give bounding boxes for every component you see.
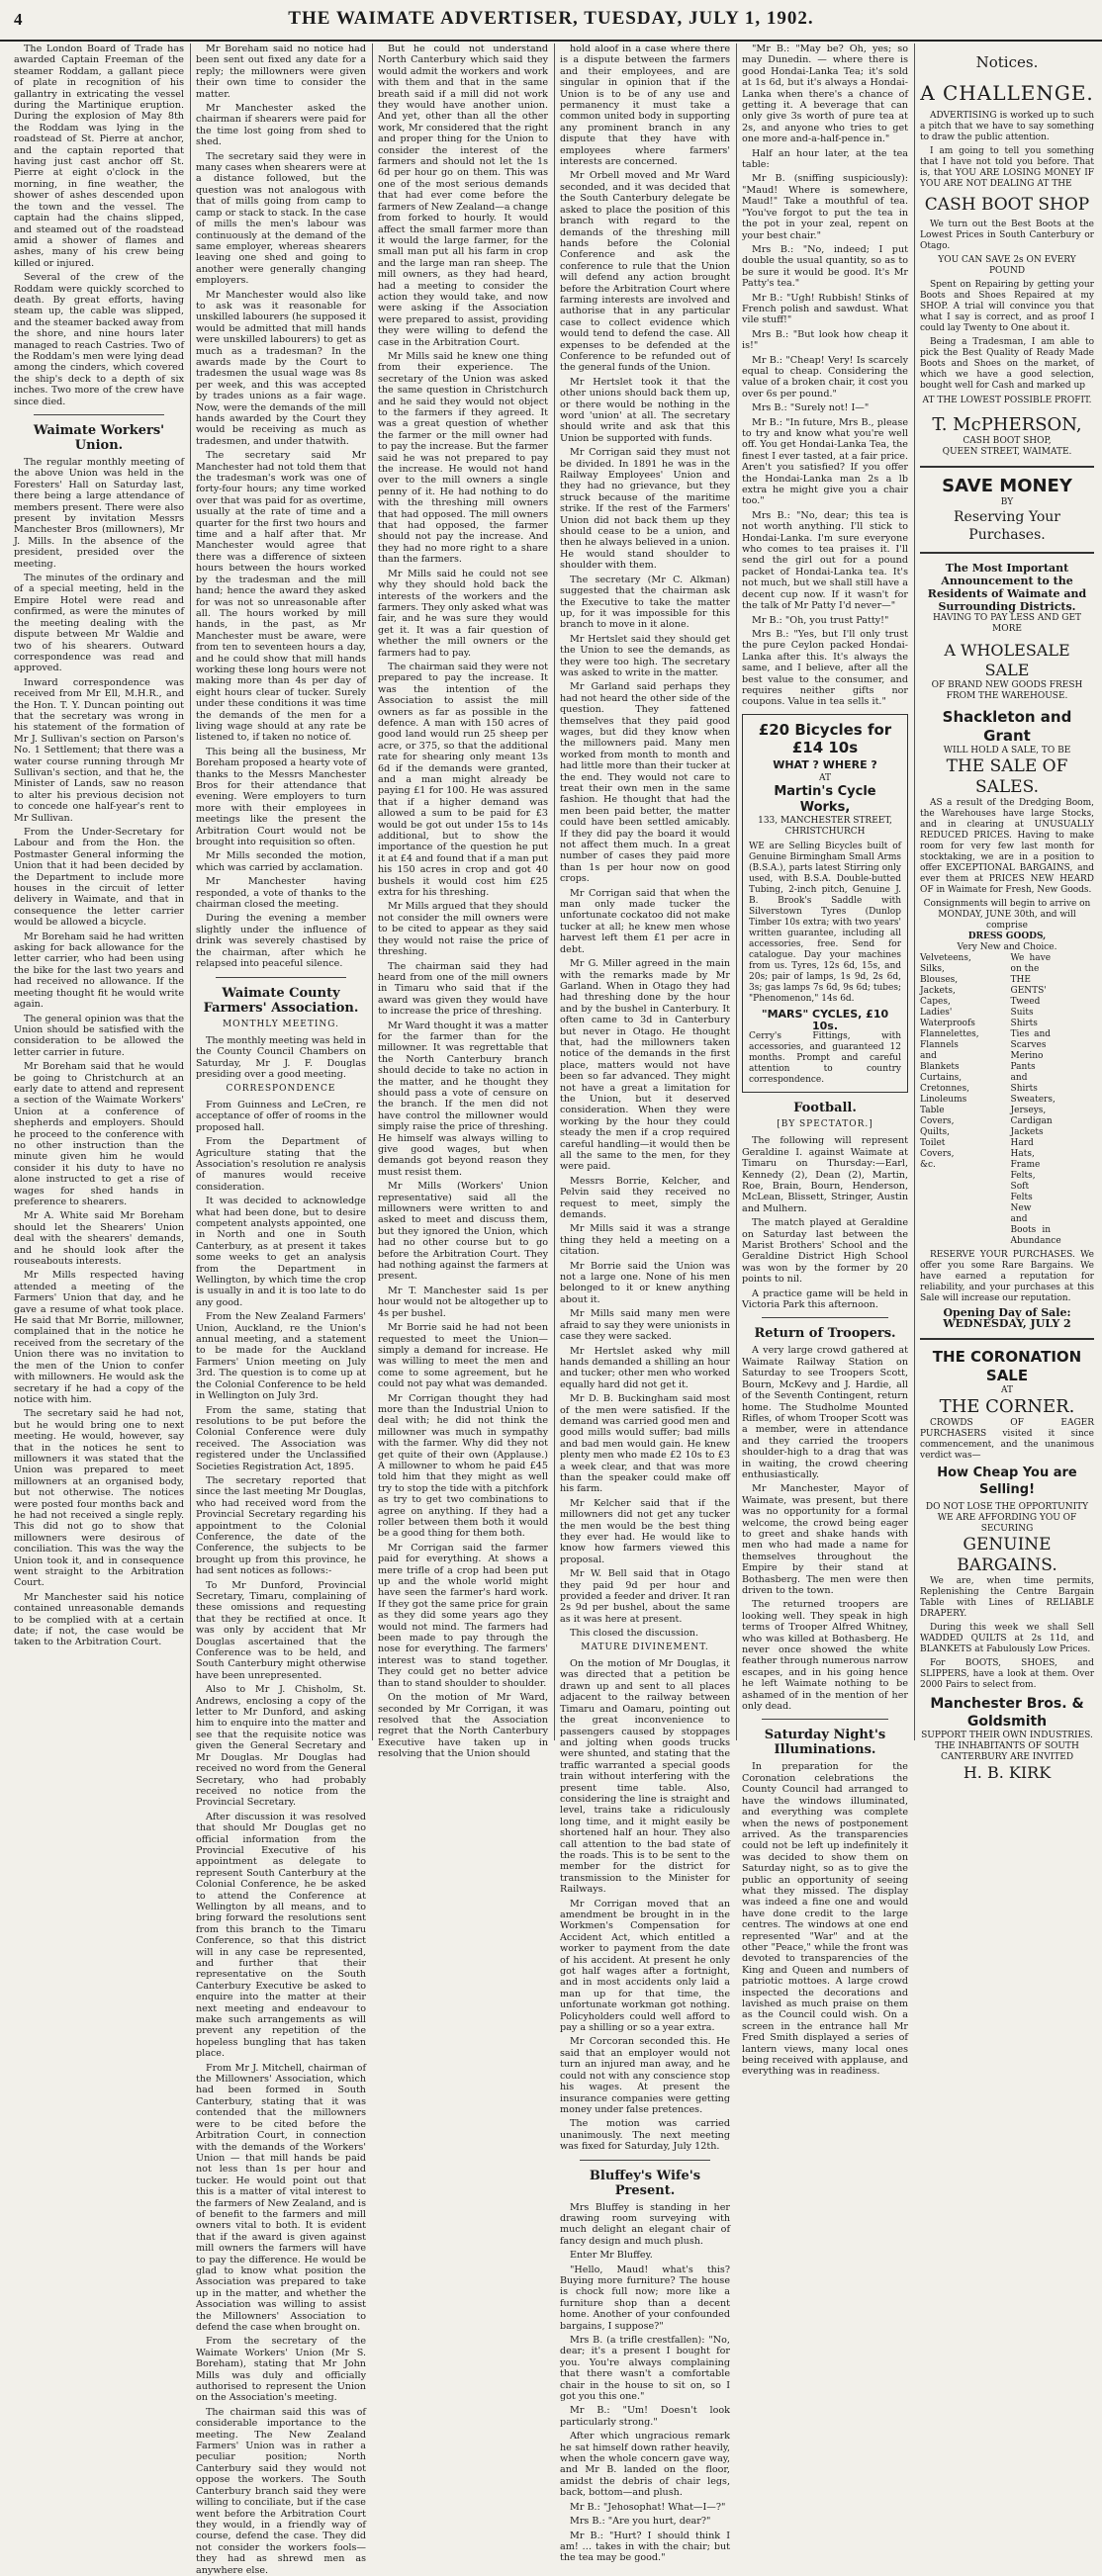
article-paragraph: The motion was carried unanimously. The next meeting was fixed for Saturday, July 12th. bbox=[560, 2118, 730, 2153]
list-item: Hard Hats, Frame Felts, Soft Felts bbox=[1010, 1138, 1041, 1202]
article-paragraph: The secretary reported that since the last meeting Mr Douglas, who had received word from the Provincial Secretary regarding his appointment to the Colonial Conference, the date of the Conference, the subjects to be brought up from this province, he had sent notices as follows:- bbox=[196, 1474, 366, 1577]
article-paragraph: During the evening a member slightly under the influence of drink was severely chastised by the chairman, after which he relapsed into peaceful silence. bbox=[196, 913, 366, 970]
genuine-bargains-heading: GENUINE BARGAINS. bbox=[957, 1534, 1057, 1575]
article-paragraph: Mr Kelcher said that if the millowners did not get any tucker the men would be the best thing they ever had. He would like to know how farmers viewed this proposal. bbox=[560, 1497, 730, 1565]
coronation-sale-heading: THE CORONATION SALE bbox=[932, 1347, 1082, 1384]
heading-farmers-association: Waimate County Farmers' Association. bbox=[203, 985, 359, 1016]
ad-text: HAVING TO PAY LESS AND GET MORE bbox=[932, 613, 1082, 634]
ad-footer: "MARS" CYCLES, £10 10s. bbox=[761, 1008, 889, 1032]
article-paragraph: Mr Manchester, Mayor of Waimate, was present, but there was no opportunity for a formal welcome, the crowd being eager to greet and shake hands with men who had made a name for themselves throughout the Empire by their stand at Bothasberg. The men were then driven to the town. bbox=[742, 1483, 908, 1596]
ad-headline: £20 Bicycles for £14 10s bbox=[758, 720, 892, 756]
article-paragraph: The London Board of Trade has awarded Captain Freeman of the steamer Roddam, a gallant piece of plate in recognition of his gallantry in extricating the vessel during the Martinique eruption. During the explosion of May 8th the Roddam was lying in the roadstead of St. Pierre at anchor, and the captain reported that having just cast anchor off St. Pierre at eight o'clock in the morning, in fine weather, the shower of ashes descended upon the town and the vessel. The captain had the chains slipped, and steamed out of the roadstead amid a shower of flames and ashes, many of his crew being killed or injured. bbox=[14, 44, 184, 269]
ad-footer-text: Cerry's Fittings, with accessories, and guaranteed 12 months. Prompt and careful attention to country correspondence. bbox=[749, 1030, 901, 1085]
divider bbox=[920, 552, 1094, 554]
article-paragraph: Mr Mills respected having attended a meeting of the Farmers' Union that day, and he gave a resume of what took place. He said that Mr Borrie, millowner, complained that in the notice he received from the secretary of the Union there was no invitation to the men of the Union to confer with millowners. He would ask the secretary if he had a copy of the notice with him. bbox=[14, 1270, 184, 1405]
list-item: We have on the bbox=[1010, 953, 1052, 974]
ad-at: AT bbox=[818, 773, 831, 784]
article-paragraph: From Guinness and LeCren, re acceptance of offer of rooms in the proposed hall. bbox=[196, 1099, 366, 1133]
article-paragraph: The secretary said Mr Manchester had not told them that the tradesman's work was one of forty-four hours; any time worked over that was paid for as overtime, usually at the rate of time and a quarter for the first two hours and time and a half after that. Mr Manchester would agree that there was a difference of sixteen hours between the hours worked by the tradesman and the mill hand; hence the award they asked for was not so unreasonable after all. The hours worked by mill hands, in the past, as Mr Manchester must be aware, were from ten to seventeen hours a day, and he could show that mill hands working these long hours were not making more than 4s per day of eight hours clear of tucker. Surely under these conditions it was time the demands of the men for a living wage should at any rate be listened to, if taken no notice of. bbox=[196, 450, 366, 744]
list-item: Table Covers, Quilts, Toilet Covers, &c. bbox=[920, 1106, 955, 1170]
article-paragraph: A practice game will be held in Victoria Park this afternoon. bbox=[742, 1288, 908, 1311]
ad-text: Spent on Repairing by getting your Boots and Shoes Repaired at my SHOP. A trial will convince you that what I say is correct, and as proof I could lay Twenty to One about it. bbox=[920, 280, 1094, 333]
mcpherson-name: T. McPHERSON, bbox=[932, 414, 1082, 435]
ad-text: RESERVE YOUR PURCHASES. We offer you some Rare Bargains. We have earned a reputation for reliability, and your purchases at this Sale will increase our reputation. bbox=[920, 1250, 1094, 1303]
article-paragraph: Mr Borrie said the Union was not a large one. None of his men belonged to it or knew anything about it. bbox=[560, 1260, 730, 1305]
heading-return-of-troopers: Return of Troopers. bbox=[754, 1326, 896, 1342]
article-paragraph: From the same, stating that resolutions to be put before the Colonial Conference were duly received. The Association was registered under the Unclassified Societies Registration Act, 1895. bbox=[196, 1404, 366, 1472]
article-paragraph: Mrs B.: "Are you hurt, dear?" bbox=[570, 2516, 711, 2528]
article-paragraph: Mr Corrigan said they must not be divided. In 1891 he was in the Railway Employees' Union and they had no grievance, but they struck because of the maritime strike. If the rest of the Farmers' Union did not back them up they should cease to be a union, and then he always believed in a union. He would stand shoulder to shoulder with them. bbox=[560, 447, 730, 572]
article-paragraph: "Hello, Maud! what's this? Buying more furniture? The house is chock full now; more like a furniture shop than a decent home. Another of your confounded bargains, I suppose?" bbox=[560, 2264, 730, 2332]
article-paragraph: Mr Mills said he knew one thing from their experience. The secretary of the Union was asked the same question in Christchurch and he said they would not object to the farmers if they agreed. It was a great question of whether the farmer or the mill owner had to pay the increase. But the farmer said he was not prepared to pay the increase. He would not hand over to the mill owners a single penny of it. He had nothing to do with the threshing mill owners that had opposed. The mill owners that had opposed, the farmer should not pay the increase. And they had no more right to a share than the farmers. bbox=[378, 350, 548, 566]
article-paragraph: Mr Manchester having responded, a vote of thanks to the chairman closed the meeting. bbox=[196, 876, 366, 911]
ad-text: ADVERTISING is worked up to such a pitch that we have to say something to draw the public attention. bbox=[920, 111, 1094, 142]
article-paragraph: Mr Corrigan moved that an amendment be brought in in the Workmen's Compensation for Accident Act, which entitled a worker to payment from the date of his accident. At present he only got half wages after a fortnight, and in most accidents only laid a man up for that time, the unfortunate workman got nothing. Policyholders could well afford to pay a shilling or so a year extra. bbox=[560, 1898, 730, 2034]
article-paragraph: Several of the crew of the Roddam were quickly scorched to death. By great efforts, having steam up, the cable was slipped, and the steamer backed away from the shore, and nine hours later managed to reach Castries. Two of the Roddam's men were lying dead among the cinders, which covered the ship's deck to a depth of six inches. Two more of the crew have since died. bbox=[14, 272, 184, 407]
notices-heading: Notices. bbox=[975, 53, 1039, 71]
article-paragraph: Half an hour later, at the tea table: bbox=[742, 147, 908, 171]
article-paragraph: Mrs B.: "But look how cheap it is!" bbox=[742, 328, 908, 352]
article-paragraph: The match played at Geraldine on Saturday last between the Marist Brothers' School and the Geraldine District High School was won by the former by 20 points to nil. bbox=[742, 1217, 908, 1286]
opening-day: Opening Day of Sale: WEDNESDAY, JULY 2 bbox=[943, 1306, 1071, 1331]
article-paragraph: Enter Mr Bluffey. bbox=[570, 2250, 653, 2262]
article-paragraph: After which ungracious remark he sat himself down rather heavily, when the whole concern gave way, and Mr B. landed on the floor, amidst the debris of chair legs, back, bottom—and plush. bbox=[560, 2431, 730, 2499]
reserving-heading: Reserving Your Purchases. bbox=[954, 509, 1060, 543]
article-paragraph: The minutes of the ordinary and of a special meeting, held in the Empire Hotel were read and confirmed, as were the minutes of the meeting dealing with the dispute between Mr Waldie and two of his shearers. Outward correspondence was read and approved. bbox=[14, 573, 184, 674]
list-item: Shirts bbox=[1010, 1019, 1038, 1028]
article-paragraph: After discussion it was resolved that should Mr Douglas get no official information from the Provincial Executive of his appointment as delegate to represent South Canterbury at the Colonial Conference, he be asked to attend the Conference at Wellington by all means, and to bring forward the resolutions sent from this branch to the Timaru Conference, so that this district will in any case be represented, and further that their representative on the South Canterbury Executive be asked to enquire into the matter at their next meeting and endeavour to make such arrangements as will prevent any repetition of the hopeless bungling that has taken place. bbox=[196, 1811, 366, 2060]
divider bbox=[216, 977, 346, 978]
ad-text: CASH BOOT SHOP, bbox=[963, 436, 1052, 446]
goods-list-left bbox=[920, 953, 1003, 1247]
goods-list bbox=[920, 953, 1094, 1247]
article-paragraph: Mr B.: "Ugh! Rubbish! Stinks of French polish and sawdust. What vile stuff!" bbox=[742, 292, 908, 326]
article-paragraph: Mrs B.: "Surely not! I—" bbox=[752, 402, 870, 414]
article-paragraph: Mr Mills seconded the motion, which was carried by acclamation. bbox=[196, 850, 366, 873]
article-paragraph: Mr W. Bell said that in Otago they paid 9d per hour and provided a feeder and driver. It ran 2s 9d per bushel, about the same as it was here at present. bbox=[560, 1568, 730, 1625]
article-paragraph: Mr Boreham said that he would be going to Christchurch at an early date to attend and represent a section of the Waimate Workers' Union at a conference of shepherds and employers. Should he proceed to the conference with no other instruction than the minute given him he would consider it his duty to have no alone instructed to get a rise of wages for shed hands in preference to shearers. bbox=[14, 1061, 184, 1207]
column-5 bbox=[742, 44, 908, 2078]
article-paragraph: Mr B.: "Jehosophat! What—I—?" bbox=[570, 2501, 726, 2513]
article-paragraph: Mr Borrie said he had not been requested to meet the Union—simply a demand for increase. He was willing to meet the men and come to some agreement, but he could not pay what was demanded. bbox=[378, 1322, 548, 1390]
heading-waimate-workers-union: Waimate Workers' Union. bbox=[33, 423, 165, 453]
ad-text: For BOOTS, SHOES, and SLIPPERS, have a look at them. Over 2000 Pairs to select from. bbox=[920, 1657, 1094, 1690]
article-paragraph: A very large crowd gathered at Waimate Railway Station on Saturday to see Troopers Scott, Bourn, McKevy and J. Hardie, all of the Seventh Contingent, return home. The Studholme Mounted Rifles, of whom Trooper Scott was a member, were in attendance and they carried the troopers shoulder-high to a drag that was in waiting, the crowd cheering enthusiastically. bbox=[742, 1345, 908, 1480]
article-paragraph: This closed the discussion. bbox=[570, 1628, 698, 1640]
list-item: THE GENTS' bbox=[1010, 975, 1047, 996]
ad-text: BY bbox=[1000, 497, 1014, 507]
list-item: Ties and Scarves bbox=[1010, 1029, 1052, 1050]
article-paragraph: Mr Hertslet said they should get the Union to see the demands, as they were too high. The secretary was asked to write in the matter. bbox=[560, 633, 730, 678]
wholesale-heading: A WHOLESALE SALE bbox=[944, 641, 1070, 679]
heading-football: Football. bbox=[793, 1100, 857, 1115]
article-paragraph: Mr B.: "Cheap! Very! Is scarcely equal to cheap. Considering the value of a broken chair, it cost you over 6s per pound." bbox=[742, 354, 908, 400]
article-paragraph: Mr Corrigan said that when the man only made tucker the unfortunate cockatoo did not make tucker at all; he knew men whose harvest left them £1 per acre in debt. bbox=[560, 887, 730, 955]
ad-text: WILL HOLD A SALE, TO BE bbox=[943, 746, 1071, 755]
advertisements-column bbox=[920, 44, 1094, 1782]
article-paragraph: Mr D. B. Buckingham said most of the men were satisfied. If the demand was carried good men and good mills would suffer; bad mills and bad men would gain. He knew plenty men who made £2 10s to £3 a week clear, and that was more than the speaker could make off his farm. bbox=[560, 1393, 730, 1495]
column-4 bbox=[560, 44, 730, 2564]
article-paragraph: Mr Mills said it was a strange thing they held a meeting on a citation. bbox=[560, 1223, 730, 1258]
heading-bluffeys-wife: Bluffey's Wife's Present. bbox=[589, 2168, 701, 2198]
ad-text: During this week we shall Sell WADDED QUILTS at 2s 11d, and BLANKETS at Fabulously Low Prices. bbox=[920, 1622, 1094, 1654]
article-paragraph: Mr B.: "Hurt? I should think I am! … takes in with the chair; but the tea may be good." bbox=[560, 2530, 730, 2564]
ad-text: YOU CAN SAVE 2s ON EVERY POUND bbox=[938, 255, 1076, 276]
article-paragraph: It was decided to acknowledge what had been done, but to desire competent analysts appointed, one in North and one in South Canterbury, as at present it takes some weeks to get an analysis from the Department in Wellington, by which time the crop is usually in and it is too late to do any good. bbox=[196, 1196, 366, 1308]
article-paragraph: hold aloof in a case where there is a dispute between the farmers and their employees, and are singular in opinion that if the Union is to be of any use and permanency it must take a common united body in supporting any prominent branch in any dispute that they have with employees where farmers' interests are concerned. bbox=[560, 44, 730, 168]
article-paragraph: The chairman said this was of considerable importance to the meeting. The New Zealand Farmers' Union was in rather a peculiar position; North Canterbury said they would not oppose the workers. The South Canterbury branch said they were willing to conciliate, but if the case went before the Arbitration Court they would, in a friendly way of course, defend the case. They did not consider the workers fools—they had as shrewd men as anywhere else. bbox=[196, 2406, 366, 2576]
ad-text: I am going to tell you something that I have not told you before. That is, that YOU ARE LOSING MONEY IF YOU ARE NOT DEALING AT THE bbox=[920, 146, 1094, 189]
article-paragraph: Mr Mills (Workers' Union representative) said all the millowners were written to and asked to meet and discuss them, but they ignored the Union, which had no other course but to go before the Arbitration Court. They had nothing against the farmers at present. bbox=[378, 1181, 548, 1283]
ad-text: Consignments will begin to arrive on MONDAY, JUNE 30th, and will comprise bbox=[923, 899, 1091, 931]
article-paragraph: The secretary (Mr C. Alkman) suggested that the chairman ask the Executive to take the matter up, for it was impossible for this branch to move in it alone. bbox=[560, 574, 730, 631]
article-paragraph: Mr Garland said perhaps they had not heard the other side of the question. They fattened themselves that they paid good wages, but did they know when the millowners paid. Many men worked from month to month and had little more than their tucker at the end. They would not care to treat their own men in the same fashion. He thought that had the men been paid better, the matter could have been settled amicably. If they did pay the board it would not affect them much. In a great number of cases they paid more than 1s per hour now on good crops. bbox=[560, 681, 730, 885]
ad-subhead: WHAT ? WHERE ? bbox=[773, 757, 877, 771]
list-item: Curtains, Cretonnes, Linoleums bbox=[920, 1073, 969, 1105]
how-cheap-heading: How Cheap You are Selling! bbox=[937, 1465, 1077, 1497]
article-paragraph: Mr Ward thought it was a matter for the farmer than for the millowner. It was regrettable that the North Canterbury branch should decide to take no action in the matter, and he thought they should pass a vote of censure on the branch. If the men did not have control the millowner would simply raise the price of threshing. He himself was always willing to give good wages, but when demands got beyond reason they must resist them. bbox=[378, 1020, 548, 1178]
divider bbox=[920, 1338, 1094, 1340]
goods-list-right bbox=[1011, 953, 1094, 1247]
subheading: MONTHLY MEETING. bbox=[222, 1019, 340, 1029]
subheading: CORRESPONDENCE bbox=[226, 1083, 336, 1094]
article-paragraph: Mrs Bluffey is standing in her drawing room surveying with much delight an elegant chair of fancy design and much plush. bbox=[560, 2201, 730, 2247]
list-item: Velveteens, Silks, Blouses, bbox=[920, 953, 971, 985]
cash-boot-shop-heading: CASH BOOT SHOP bbox=[924, 195, 1090, 215]
article-paragraph: Mrs B.: "No, dear; this tea is not worth anything. I'll stick to Hondai-Lanka. I'm sure everyone who comes to tea praises it. I'll send the girl out for a pound packet of Hondai-Lanka tea. It's not much, but we shall still have a decent cup now. If it wasn't for the talk of Mr Patty I'd never—" bbox=[742, 509, 908, 612]
article-paragraph: In preparation for the Coronation celebrations the County Council had arranged to have the windows illuminated, and everything was complete when the news of postponement arrived. As the transparencies could not be left up indefinitely it was decided to show them on Saturday night, so as to give the public an opportunity of seeing what they missed. The display was indeed a fine one and would have done credit to the large centres. The windows at one end represented "War" and at the other "Peace," while the front was devoted to transparencies of the King and Queen and numbers of patriotic mottoes. A large crowd inspected the decorations and lavished as much praise on them as the Council could wish. On a screen in the entrance hall Mr Fred Smith displayed a series of lantern views, many local ones being received with applause, and everything was in readiness. bbox=[742, 1761, 908, 2078]
column-2 bbox=[196, 44, 367, 2576]
article-paragraph: Mr Mills argued that they should not consider the mill owners were to be cited to appear as they said they would not raise the price of threshing. bbox=[378, 901, 548, 958]
article-paragraph: The secretary said he had not, but he would bring one to next meeting. He would, however, say that in the notices he sent to millowners it was stated that the Union was prepared to meet millowners at an organised body, but not otherwise. The notices were posted four months back and he had not received a single reply. This did not go to show that millowners were desirous of conciliation. This was the way the Union took it, and in consequence went straight to the Arbitration Court. bbox=[14, 1408, 184, 1589]
column-rule bbox=[736, 44, 737, 1740]
masthead bbox=[0, 0, 1102, 42]
byline: [BY SPECTATOR.] bbox=[777, 1118, 873, 1129]
article-paragraph: Mrs B.: "No, indeed; I put double the usual quantity, so as to be sure it would be good. It's Mr Patty's tea." bbox=[742, 243, 908, 290]
list-item: New and Boots in Abundance bbox=[1010, 1203, 1061, 1246]
article-paragraph: This being all the business, Mr Boreham proposed a hearty vote of thanks to the Messrs Manchester Bros for their attendance that evening. Were employers to turn more with their employees in meetings like the present the Arbitration Court would not be brought into requisition so often. bbox=[196, 746, 366, 848]
article-paragraph: The monthly meeting was held in the County Council Chambers on Saturday, Mr J. F. Douglas presiding over a good meeting. bbox=[196, 1034, 366, 1081]
divider bbox=[762, 1317, 888, 1318]
divider bbox=[920, 466, 1094, 468]
article-paragraph: The returned troopers are looking well. They speak in high terms of Trooper Alfred Whitney, who was killed at Bothasberg. He never once showed the white feather through numerous narrow escapes, and in his going hence he left Waimate nothing to be ashamed of in the mention of her only dead. bbox=[742, 1599, 908, 1713]
divider bbox=[580, 2160, 710, 2161]
list-item: Sweaters, Jerseys, Cardigan Jackets bbox=[1010, 1095, 1056, 1137]
sale-of-sales-heading: THE SALE OF SALES. bbox=[946, 756, 1068, 797]
divider bbox=[762, 1719, 888, 1720]
article-paragraph: From the Department of Agriculture stating that the Association's resolution re analysis of manures would receive consideration. bbox=[196, 1136, 366, 1193]
shackleton-grant-heading: Shackleton and Grant bbox=[942, 708, 1072, 745]
ad-address: 133, MANCHESTER STREET, CHRISTCHURCH bbox=[758, 816, 892, 838]
article-paragraph: Mr Manchester asked the chairman if shearers were paid for the time lost going from shed to shed. bbox=[196, 103, 366, 148]
article-paragraph: The following will represent Geraldine I. against Waimate at Timaru on Thursday:—Earl, Kennedy (2), Dean (2), Martin, Roe, Brain, Bourn, Henderson, McLean, Blissett, Stringer, Austin and Mulhern. bbox=[742, 1135, 908, 1214]
ad-text: DRESS GOODS, bbox=[967, 932, 1047, 941]
page-number: 4 bbox=[14, 10, 23, 29]
ad-text: SUPPORT THEIR OWN INDUSTRIES. bbox=[921, 1730, 1093, 1740]
newspaper-title: THE WAIMATE ADVERTISER, TUESDAY, JULY 1, 1902. bbox=[288, 8, 814, 29]
manchester-bros-heading: Manchester Bros. & Goldsmith bbox=[930, 1695, 1084, 1730]
article-paragraph: The general opinion was that the Union should be satisfied with the consideration to be allowed the letter carrier in future. bbox=[14, 1013, 184, 1058]
article-paragraph: Mr Corrigan said the farmer paid for everything. At shows a mere trifle of a crop had been put up and the whole world might have seen the farmer's hard work. If they got the same price for grain as they did some years ago they would not mind. The farmers had been made to pay through the nose for everything. The farmers' interest was to stand together. They could get no better advice than to stand shoulder to shoulder. bbox=[378, 1542, 548, 1689]
article-paragraph: Inward correspondence was received from Mr Ell, M.H.R., and the Hon. T. Y. Duncan pointing out that the secretary was wrong in his statement of the formation of Mr J. Sullivan's section on Parson's No. 1 Settlement; that there was a water course running through Mr Sullivan's section, and that he, the Minister of Lands, saw no reason to alter his previous decision not to concede one half-year's rent to Mr Sullivan. bbox=[14, 676, 184, 824]
article-paragraph: Mr T. Manchester said 1s per hour would not be altogether up to 4s per bushel. bbox=[378, 1285, 548, 1319]
article-paragraph: The chairman said they had heard from one of the mill owners in Timaru who said that if the award was given they would have to increase the price of threshing. bbox=[378, 960, 548, 1018]
article-paragraph: Mr Boreham said no notice had been sent out fixed any date for a reply; the millowners were given their own time to consider the matter. bbox=[196, 44, 366, 100]
article-paragraph: Mr B.: "Um! Doesn't look particularly strong." bbox=[560, 2405, 730, 2428]
article-paragraph: Mrs B. (a trifle crestfallen): "No, dear; it's a present I bought for you. You're always complaining that there wasn't a comfortable chair in the house to sit on, so I got you this one." bbox=[560, 2335, 730, 2403]
article-paragraph: Mr G. Miller agreed in the main with the remarks made by Mr Garland. When in Otago they had had threshing done by the hour and by the bushel in Canterbury. It often came to 3d in Canterbury but never in Otago. He thought that, had the millowners taken notice of the demands in the first place, matters would not have been so far advanced. They might not have a great a limitation for the Union, but it deserved consideration. When they were working by the hour they could steady the men if a crop required careful handling—it would then be all the same to the men, for they were paid. bbox=[560, 958, 730, 1173]
article-paragraph: Mr Manchester said his notice contained unreasonable demands to be complied with at a certain date; if not, the case would be taken to the Arbitration Court. bbox=[14, 1591, 184, 1648]
ad-text: We turn out the Best Boots at the Lowest Prices in South Canterbury or Otago. bbox=[920, 220, 1094, 251]
ad-text: CROWDS OF EAGER PURCHASERS visited it since commencement, and the unanimous verdict was— bbox=[920, 1417, 1094, 1461]
ad-text: OF BRAND NEW GOODS FRESH FROM THE WAREHOUSE. bbox=[931, 680, 1083, 701]
article-paragraph: Mr B.: "In future, Mrs B., please to try and know what you're well off. You get Hondai-Lanka Tea, the finest I ever tasted, at a fair price. Aren't you satisfied? If you offer the Hondai-Lanka man 2s a lb extra he might give you a chair too." bbox=[742, 416, 908, 507]
article-paragraph: From the Under-Secretary for Labour and from the Hon. the Postmaster General informing the Union that it had been decided by the Department to include more houses in the circuit of letter delivery in Waimate, and that in consequence the letter carrier would be allowed a bicycle. bbox=[14, 827, 184, 929]
column-rule bbox=[914, 44, 915, 1740]
ad-text: AT bbox=[1000, 1384, 1013, 1395]
list-item: Tweed Suits bbox=[1010, 997, 1041, 1018]
article-paragraph: Mr Corcoran seconded this. He said that an employer would not turn an injured man away, and he could not with any conscience stop his wages. At present the insurance companies were getting money under false pretences. bbox=[560, 2036, 730, 2115]
subheading: MATURE DIVINEMENT. bbox=[581, 1642, 709, 1652]
article-paragraph: Mr Mills said many men were afraid to say they were unionists in case they were sacked. bbox=[560, 1308, 730, 1343]
ad-business-name: Martin's Cycle Works, bbox=[774, 784, 876, 816]
announcement-heading: The Most Important Announcement to the Residents of Waimate and Surrounding Districts. bbox=[927, 562, 1087, 613]
article-paragraph: Mr A. White said Mr Boreham should let the Shearers' Union deal with the shearers' demands, and he should look after the rouseabouts interests. bbox=[14, 1210, 184, 1268]
article-paragraph: Messrs Borrie, Kelcher, and Pelvin said they received no request to meet, simply the demands. bbox=[560, 1175, 730, 1221]
ad-body: WE are Selling Bicycles built of Genuine Birmingham Small Arms (B.S.A.), parts latest Stirring only used, with B.S.A. Double-butted Tubing, 2-inch pitch, Genuine J. B. Brook's Saddle with Silverstown Tyres (Dunlop Timber 10s extra; with two years' written guarantee, including all accessories, free. Send for catalogue. Day your machines from us. Tyres, 12s 6d, 15s, and 20s; pair of lamps, 1s 9d, 2s 6d, 3s; gas lamps 7s 6d, 9s 6d; tubes; "Phenomenon," 14s 6d. bbox=[749, 842, 902, 1005]
article-paragraph: From the New Zealand Farmers' Union, Auckland, re the Union's annual meeting, and a statement to be made for the Auckland Farmers' Union meeting on July 3rd. The question is to come up at the Colonial Conference to be held in Wellington on July 3rd. bbox=[196, 1311, 366, 1402]
article-paragraph: To Mr Dunford, Provincial Secretary, Timaru, complaining of these omissions and requesting that they be rectified at once. It was only by accident that Mr Douglas ascertained that the Conference was to be held, and South Canterbury might otherwise have been unrepresented. bbox=[196, 1579, 366, 1681]
article-paragraph: Mr Hertslet asked why mill hands demanded a shilling an hour and tucker; other men who worked equally hard did not get it. bbox=[560, 1345, 730, 1390]
column-3 bbox=[378, 44, 548, 1760]
challenge-heading: A CHALLENGE. bbox=[920, 81, 1094, 105]
article-paragraph: Mr B.: "Oh, you trust Patty!" bbox=[752, 614, 889, 626]
column-rule bbox=[372, 44, 373, 1740]
article-paragraph: "Mr B.: "May be? Oh, yes; so may Dunedin. — where there is good Hondai-Lanka Tea; it's sold at 1s 6d, but it's always a Hondai-Lanka when there's a chance of getting it. A beverage that can only give 3s worth of pure tea at 2s, and anyone who tries to get one more and-a-half-pence in." bbox=[742, 44, 908, 145]
article-paragraph: Also to Mr J. Chisholm, St. Andrews, enclosing a copy of the letter to Mr Dunford, and asking him to enquire into the matter and see that the requisite notice was given the General Secretary and Mr Douglas. Mr Douglas had received no word from the General Secretary, who had probably received no notice from the Provincial Secretary. bbox=[196, 1684, 366, 1809]
column-1 bbox=[14, 44, 184, 1740]
ad-text: DO NOT LOSE THE OPPORTUNITY WE ARE AFFORDING YOU OF SECURING bbox=[925, 1501, 1089, 1534]
column-rule bbox=[190, 44, 191, 1740]
article-paragraph: But he could not understand North Canterbury which said they would admit the workers and work with them and that in the same breath said if a mill did not work they would have another union. And yet, other than all the other work, Mr considered that the right and proper thing for the Union to consider the interest of the farmers and should not let the 1s 6d per hour go on them. This was one of the most serious demands that had ever come before the farmers of New Zealand—a change from forked to hourly. It would affect the small farmer more than it would the large farmer, for the small man put all his farm in crop and the large man ran sheep. The mill owners, as they had heard, had a meeting to consider the action they would take, and now were asking if the Association were prepared to assist, providing they were willing to defend the case in the Arbitration Court. bbox=[378, 44, 548, 348]
article-paragraph: Mr Manchester would also like to ask was it reasonable for unskilled labourers (he supposed it would be admitted that mill hands were unskilled labourers) to get as much as a tradesman? In the awards made by the Court to tradesmen the usual wage was 8s per week, and this was accepted by trades unions as a fair wage. Now, were the demands of the mill hands awarded by the Court they would be receiving as much as tradesmen, and under thatwith. bbox=[196, 289, 366, 447]
kirk-heading: H. B. KIRK bbox=[963, 1762, 1052, 1782]
article-paragraph: On the motion of Mr Douglas, it was directed that a petition be drawn up and sent to all places adjacent to the railway between Timaru and Oamaru, pointing out the great inconvenience to passengers caused by stoppages and jolting when goods trucks were shunted, and stating that the traffic warranted a special goods train without interfering with the present time table. Also, considering the line is straight and level, trains take a ridiculously long time, and it might easily be shortened half an hour. They also call attention to the bad state of the roads. This is to be sent to the member for the district for transmission to the Minister for Railways. bbox=[560, 1658, 730, 1896]
list-item: Merino Pants and Shirts bbox=[1010, 1051, 1044, 1094]
list-item: Flannelettes, Flannels and Blankets bbox=[920, 1029, 979, 1072]
divider bbox=[34, 414, 164, 415]
list-item: Jackets, Capes, Ladies' Waterproofs bbox=[920, 986, 975, 1028]
article-paragraph: The secretary said they were in many cases when shearers were at a distance followed, but the question was not analogous with that of mills going from camp to camp or stack to stack. In the case of mills the men's labour was continuously at the demand of the same employer, whereas shearers leaving one shed and going to another were generally changing employers. bbox=[196, 150, 366, 287]
ad-text: QUEEN STREET, WAIMATE. bbox=[942, 447, 1072, 457]
article-paragraph: From Mr J. Mitchell, chairman of the Millowners' Association, which had been formed in South Canterbury, stating that it was contended that the millowners were to be cited before the Arbitration Court, in connection with the demands of the Workers' Union — that mill hands be paid not less than 1s per hour and tucker. He would point out that this is a matter of vital interest to the farmers of New Zealand, and is of benefit to the farmers and mill owners vital to both. It is evident that if the award is given against mill owners the farmers will have to pay the difference. He would be glad to know what position the Association was prepared to take up in the matter, and whether the Association was willing to assist the Millowners' Association to defend the case when brought on. bbox=[196, 2062, 367, 2333]
article-paragraph: Mr Boreham said he had written asking for back allowance for the letter carrier, who had been using the bike for the last two years and had received no allowance. If the meeting thought fit he would write again. bbox=[14, 931, 184, 1011]
ad-text: Very New and Choice. bbox=[957, 942, 1057, 952]
ad-text: AS a result of the Dredging Boom, the Warehouses have large Stocks, and in clearing at UNUSUALLY REDUCED PRICES. Having to make room for very few last month for stocktaking, we are in a position to offer EXCEPTIONAL BARGAINS, and ever them at PRICES NEW HEARD OF in Waimate for Fresh, New Goods. bbox=[920, 798, 1094, 895]
ad-text: Being a Tradesman, I am able to pick the Best Quality of Ready Made Boots and Shoes on the market, of which we have a good selection, bought well for Cash and marked up bbox=[920, 337, 1094, 391]
article-paragraph: Mr Corrigan thought they had more than the Industrial Union to deal with; he did not think the millowner was much in sympathy with the farmer. Why did they not get quite of their own (Applause.) A millowner to whom he paid £45 told him that they might as well try to stop the tide with a pitchfork as try to get two combinations to agree on anything. If they had a roller between them both it would be a good thing for them both. bbox=[378, 1392, 548, 1540]
ad-text: AT THE LOWEST POSSIBLE PROFIT. bbox=[922, 396, 1092, 405]
heading-illuminations: Saturday Night's Illuminations. bbox=[764, 1728, 886, 1758]
save-money-heading: SAVE MONEY bbox=[942, 476, 1072, 496]
article-paragraph: Mr B. (sniffing suspiciously): "Maud! Where is somewhere, Maud!" Take a mouthful of tea. "You've forgot to put the tea in the pot in your zeal, repent on your best chair." bbox=[742, 173, 908, 241]
article-paragraph: On the motion of Mr Ward, seconded by Mr Corrigan, it was resolved that the Association regret that the North Canterbury Executive have taken up in resolving that the Union should bbox=[378, 1692, 548, 1760]
article-paragraph: The chairman said they were not prepared to pay the increase. It was the intention of the Association to assist the mill owners as far as possible in the defence. A man with 150 acres of good land would run 25 sheep per acre, or 375, so that the additional rate for shearing only meant 13s 6d if the demands were granted, and a man might already be paying £1 for 100. He was assured that if a higher demand was allowed a sum to be paid for £3 would be got out under 15s to 14s additional, but to show the importance of the question he put it at £4 and found that if a man put his 150 acres in crop and got 40 bushels it would cost him £25 extra for his threshing. bbox=[378, 661, 548, 899]
article-paragraph: The regular monthly meeting of the above Union was held in the Foresters' Hall on Saturday last, there being a large attendance of members present. There were also present by invitation Messrs Manchester Bros (millowners), Mr J. Mills. In the absence of the president, presided over the meeting. bbox=[14, 457, 184, 570]
ad-text: We are, when time permits, Replenishing the Centre Bargain Table with Lines of RELIABLE DRAPERY. bbox=[920, 1575, 1094, 1619]
bicycle-advertisement bbox=[742, 714, 908, 1093]
column-rule bbox=[554, 44, 555, 1740]
article-paragraph: Mr Orbell moved and Mr Ward seconded, and it was decided that the South Canterbury delegate be asked to place the position of this branch with regard to the demands of the threshing mill hands before the Colonial Conference and ask the conference to rule that the Union will defend any action brought before the Arbitration Court where farming interests are involved and authorise that in any particular case to collect evidence which would tend to defend the case. All expenses to be defended at the Conference to be refunded out of the general funds of the Union. bbox=[560, 170, 730, 374]
article-paragraph: Mrs B.: "Yes, but I'll only trust the pure Ceylon packed Hondai-Lanka after this. It's always the same, and I believe, after all the best value to the consumer, and requires neither gifts nor coupons. Value in tea sells it." bbox=[742, 628, 908, 708]
article-paragraph: Mr Mills said he could not see why they should hold back the interests of the workers and the farmers. They only asked what was fair, and he was sure they would get it. It was a fair question of whether the mill owners or the farmers had to pay. bbox=[378, 568, 548, 659]
ad-text: THE INHABITANTS OF SOUTH CANTERBURY ARE INVITED bbox=[935, 1740, 1079, 1762]
article-paragraph: From the secretary of the Waimate Workers' Union (Mr S. Boreham), stating that Mr John Mills was duly and officially authorised to represent the Union on the Association's meeting. bbox=[196, 2336, 366, 2404]
article-paragraph: Mr Hertslet took it that the other unions should back them up, or there would be nothing in the word 'union' at all. The secretary should write and ask that this Union be supported with funds. bbox=[560, 376, 730, 444]
the-corner-heading: THE CORNER. bbox=[939, 1395, 1075, 1417]
